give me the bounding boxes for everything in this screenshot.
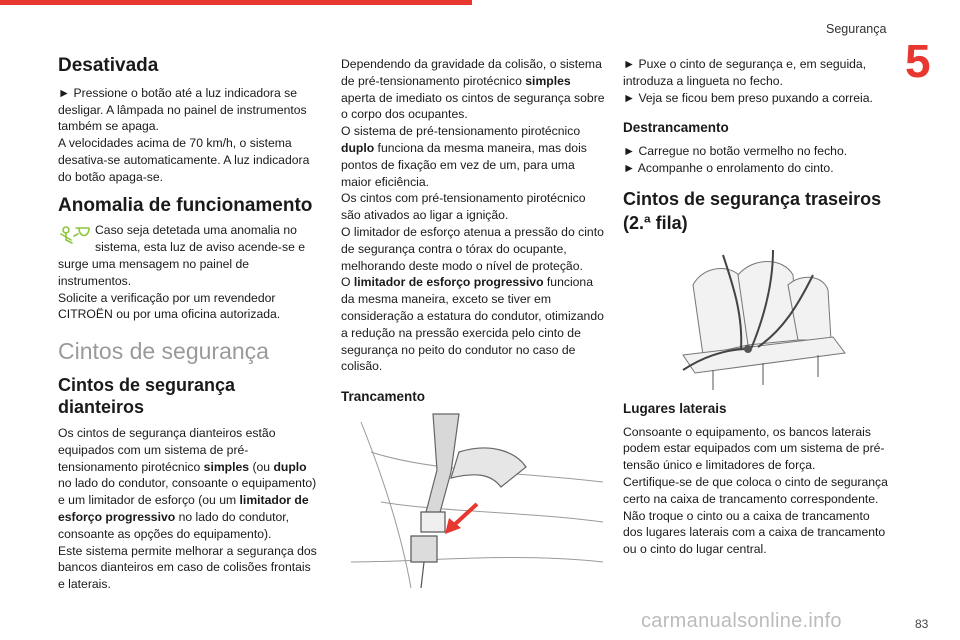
seatbelt-airbag-warning-icon bbox=[58, 224, 92, 246]
watermark: carmanualsonline.info bbox=[641, 610, 842, 632]
paragraph: O sistema de pré-tensionamento pirotécnico duplo funciona da mesma maneira, mas dois pontos de fixação em vez de um, para uma maior eficiência. bbox=[341, 124, 587, 189]
top-accent-bar bbox=[0, 0, 472, 5]
buckle-illustration bbox=[341, 412, 603, 588]
paragraph: Não troque o cinto ou a caixa de trancamento dos lugares laterais com a caixa de trancamento ou o cinto do lugar central. bbox=[623, 508, 886, 557]
paragraph: surge uma mensagem no painel de instrumentos. bbox=[58, 256, 250, 288]
paragraph: ► Acompanhe o enrolamento do cinto. bbox=[623, 160, 834, 175]
paragraph: O limitador de esforço progressivo funciona da mesma maneira, exceto se tiver em consideração a estatura do condutor, otimizando a redução na pressão exercida pelo cinto de segurança no peito do condutor no caso de colisão. bbox=[341, 275, 604, 374]
page-number: 83 bbox=[915, 617, 929, 631]
paragraph: Caso seja detetada uma anomalia no sistema, esta luz de aviso acende-se e bbox=[95, 223, 306, 255]
rear-seats-illustration bbox=[623, 245, 888, 391]
warning-block bbox=[58, 222, 320, 256]
paragraph: ► Veja se ficou bem preso puxando a correia. bbox=[623, 90, 873, 105]
chapter-number: 5 bbox=[905, 35, 931, 87]
section-title: Segurança bbox=[826, 22, 887, 36]
paragraph: Este sistema permite melhorar a segurança dos bancos dianteiros em caso de colisões frontais e laterais. bbox=[58, 543, 317, 592]
paragraph: Consoante o equipamento, os bancos laterais podem estar equipados com um sistema de pré-tensão único e limitadores de força. bbox=[623, 424, 885, 473]
paragraph: Certifique-se de que coloca o cinto de segurança certo na caixa de trancamento correspondente. bbox=[623, 474, 888, 506]
heading-destrancamento: Destrancamento bbox=[623, 120, 729, 136]
paragraph: ► Puxe o cinto de segurança e, em seguida, introduza a lingueta no fecho. bbox=[623, 57, 867, 88]
column-left bbox=[58, 56, 320, 593]
heading-cintos-de-seguranca: Cintos de segurança bbox=[58, 338, 269, 365]
paragraph: Os cintos de segurança dianteiros estão equipados com um sistema de pré-tensionamento pirotécnico simples (ou duplo no lado do condutor, consoante o equipamento) e um limitador de esforço (ou um limitador de esforço progressivo no lado do condutor, consoante as opções do equipamento). bbox=[58, 425, 317, 541]
column-middle bbox=[341, 56, 606, 588]
heading-cintos-traseiros: Cintos de segurança traseiros (2.ª fila) bbox=[623, 188, 882, 233]
column-right bbox=[623, 56, 888, 558]
paragraph: O limitador de esforço atenua a pressão do cinto de segurança contra o tórax do ocupante, melhorando deste modo o nível de proteção. bbox=[341, 224, 604, 273]
paragraph: Solicite a verificação por um revendedor CITROËN ou por uma oficina autorizada. bbox=[58, 290, 281, 322]
paragraph: Os cintos com pré-tensionamento pirotécnico são ativados ao ligar a ignição. bbox=[341, 191, 586, 223]
paragraph: ► Pressione o botão até a luz indicadora se desligar. A lâmpada no painel de instrumentos também se apaga. bbox=[58, 85, 307, 134]
heading-cintos-dianteiros: Cintos de segurança dianteiros bbox=[58, 374, 236, 417]
paragraph: A velocidades acima de 70 km/h, o sistema desativa-se automaticamente. A luz indicadora do botão apaga-se. bbox=[58, 136, 310, 184]
heading-anomalia: Anomalia de funcionamento bbox=[58, 194, 313, 216]
heading-lugares-laterais: Lugares laterais bbox=[623, 400, 727, 416]
paragraph: Dependendo da gravidade da colisão, o sistema de pré-tensionamento pirotécnico simples aperta de imediato os cintos de segurança sobre o corpo dos ocupantes. bbox=[341, 57, 605, 122]
paragraph: ► Carregue no botão vermelho no fecho. bbox=[623, 144, 848, 159]
heading-desativada: Desativada bbox=[58, 55, 159, 76]
heading-trancamento: Trancamento bbox=[341, 389, 426, 405]
